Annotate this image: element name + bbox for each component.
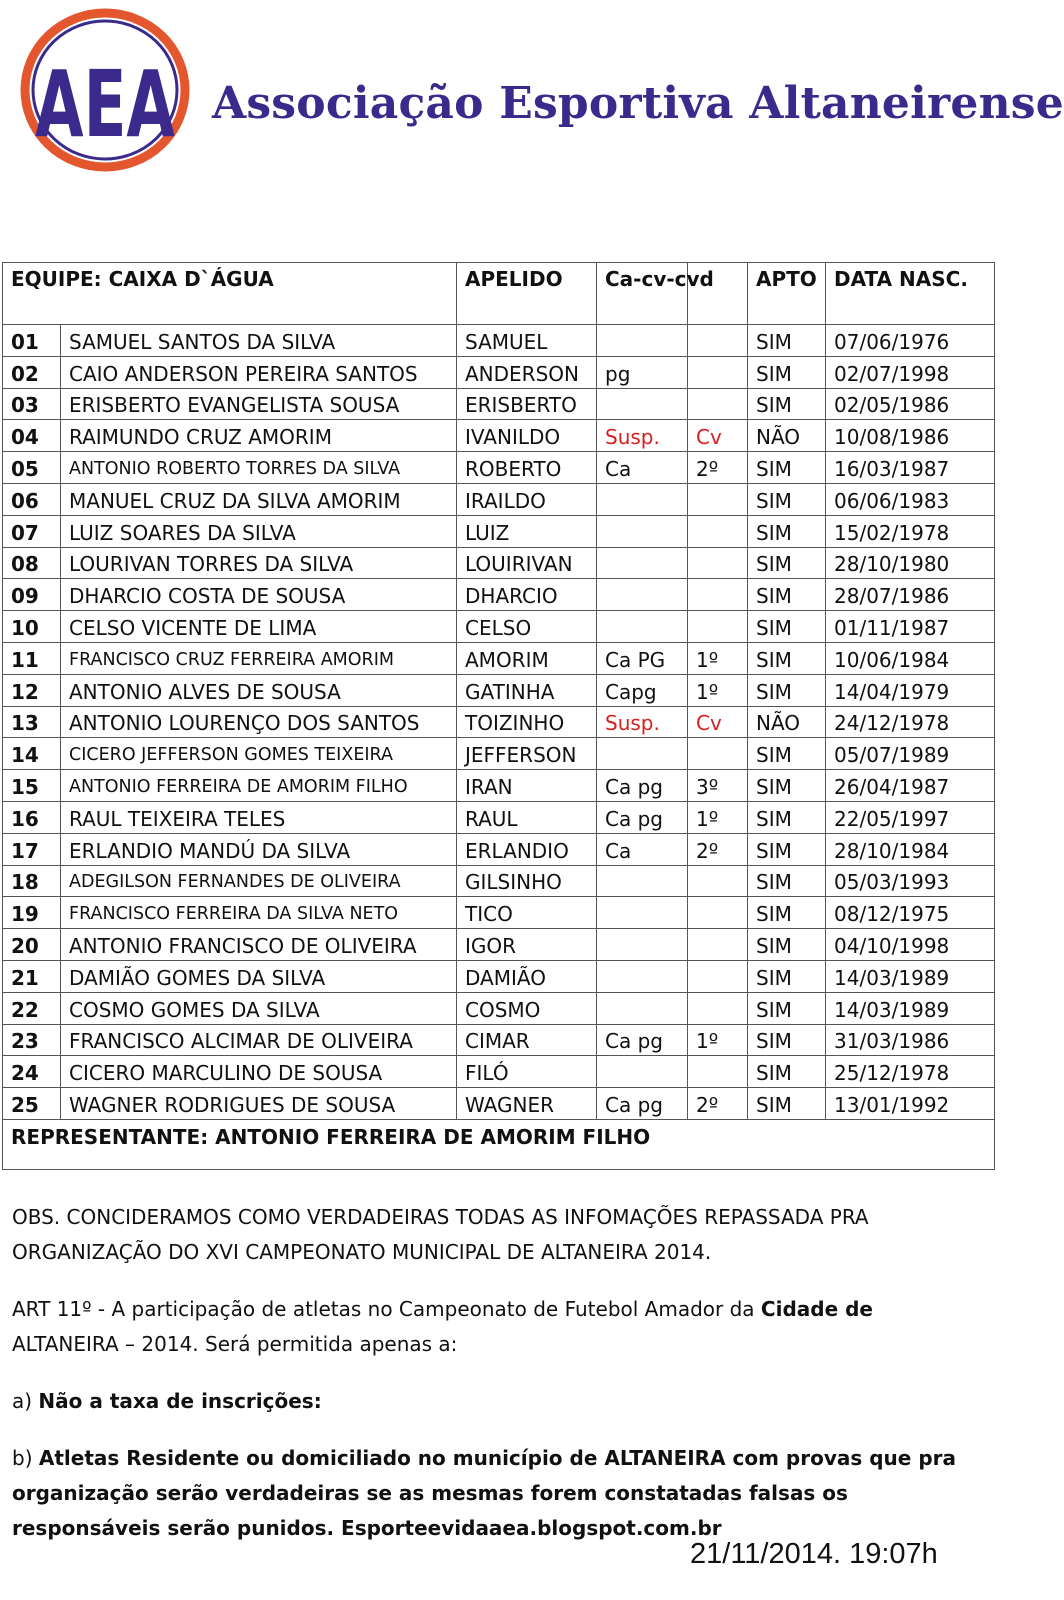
player-cards: Susp. [597,706,688,738]
player-round [688,579,748,611]
table-row [3,674,995,706]
table-row [3,1056,995,1088]
player-name: DAMIÃO GOMES DA SILVA [61,960,457,992]
player-number: 21 [3,960,61,992]
player-birth: 05/03/1993 [826,865,995,897]
player-number: 24 [3,1056,61,1088]
player-cards [597,992,688,1024]
player-cards: Susp. [597,420,688,452]
player-fit: SIM [748,325,826,357]
player-birth: 28/10/1980 [826,547,995,579]
player-fit: NÃO [748,420,826,452]
player-number: 10 [3,611,61,643]
player-name: ANTONIO LOURENÇO DOS SANTOS [61,706,457,738]
table-row [3,1088,995,1120]
player-number: 09 [3,579,61,611]
player-birth: 14/03/1989 [826,992,995,1024]
player-round: Cv [688,706,748,738]
player-nickname: TICO [457,897,597,929]
player-nickname: FILÓ [457,1056,597,1088]
nickname-header: APELIDO [457,263,597,325]
player-round: Cv [688,420,748,452]
player-nickname: DAMIÃO [457,960,597,992]
player-nickname: DHARCIO [457,579,597,611]
table-row [3,356,995,388]
player-fit: SIM [748,770,826,802]
player-birth: 26/04/1987 [826,770,995,802]
player-cards: Capg [597,674,688,706]
item-b-text: Atletas Residente ou domiciliado no município de ALTANEIRA com provas que pra organização serão verdadeiras se as mesmas forem constatadas falsas os responsáveis serão punidos. Esporteevidaaea.blogspot.com.br [12,1446,956,1540]
player-fit: SIM [748,388,826,420]
player-round [688,960,748,992]
player-round [688,515,748,547]
player-nickname: GILSINHO [457,865,597,897]
player-round: 2º [688,452,748,484]
player-round [688,483,748,515]
player-nickname: LOUIRIVAN [457,547,597,579]
player-name: LUIZ SOARES DA SILVA [61,515,457,547]
representative-row [3,1119,995,1169]
player-nickname: ROBERTO [457,452,597,484]
aea-logo [20,8,190,172]
player-birth: 14/04/1979 [826,674,995,706]
player-round [688,1056,748,1088]
item-b-label: b) [12,1446,39,1470]
player-birth: 05/07/1989 [826,738,995,770]
player-name: CICERO JEFFERSON GOMES TEIXEIRA [61,738,457,770]
player-birth: 02/07/1998 [826,356,995,388]
player-cards [597,865,688,897]
player-cards: Ca pg [597,1088,688,1120]
player-name: ERISBERTO EVANGELISTA SOUSA [61,388,457,420]
player-nickname: CELSO [457,611,597,643]
player-round [688,388,748,420]
player-number: 23 [3,1024,61,1056]
item-a-label: a) [12,1389,39,1413]
representative-name: REPRESENTANTE: ANTONIO FERREIRA DE AMORIM FILHO [3,1119,995,1169]
player-name: COSMO GOMES DA SILVA [61,992,457,1024]
player-number: 25 [3,1088,61,1120]
player-round [688,356,748,388]
player-nickname: COSMO [457,992,597,1024]
player-birth: 28/07/1986 [826,579,995,611]
player-nickname: AMORIM [457,642,597,674]
player-cards [597,738,688,770]
player-birth: 04/10/1998 [826,929,995,961]
player-fit: SIM [748,1056,826,1088]
player-fit: SIM [748,642,826,674]
table-row [3,547,995,579]
player-birth: 31/03/1986 [826,1024,995,1056]
article-text: ART 11º - A participação de atletas no Campeonato de Futebol Amador da [12,1297,761,1321]
player-number: 19 [3,897,61,929]
player-round: 2º [688,1088,748,1120]
player-cards: pg [597,356,688,388]
player-name: CICERO MARCULINO DE SOUSA [61,1056,457,1088]
player-cards [597,1056,688,1088]
player-number: 06 [3,483,61,515]
table-row [3,833,995,865]
player-nickname: IGOR [457,929,597,961]
player-name: FRANCISCO FERREIRA DA SILVA NETO [61,897,457,929]
player-name: CELSO VICENTE DE LIMA [61,611,457,643]
table-row [3,770,995,802]
player-name: ANTONIO FERREIRA DE AMORIM FILHO [61,770,457,802]
table-row [3,865,995,897]
table-row [3,388,995,420]
player-birth: 07/06/1976 [826,325,995,357]
player-name: ANTONIO ROBERTO TORRES DA SILVA [61,452,457,484]
player-name: FRANCISCO ALCIMAR DE OLIVEIRA [61,1024,457,1056]
player-cards [597,579,688,611]
player-round [688,897,748,929]
player-birth: 22/05/1997 [826,801,995,833]
obs-note: OBS. CONCIDERAMOS COMO VERDADEIRAS TODAS AS INFOMAÇÕES REPASSADA PRA ORGANIZAÇÃO DO XVI CAMPEONATO MUNICIPAL DE ALTANEIRA 2014. [12,1205,869,1264]
table-row [3,992,995,1024]
logo-letters: AEA [35,51,175,158]
date-stamp: 21/11/2014. 19:07h [690,1538,938,1570]
player-number: 16 [3,801,61,833]
player-fit: SIM [748,738,826,770]
player-nickname: ERLANDIO [457,833,597,865]
player-fit: NÃO [748,706,826,738]
player-nickname: IRAILDO [457,483,597,515]
player-birth: 10/08/1986 [826,420,995,452]
player-nickname: JEFFERSON [457,738,597,770]
table-row [3,483,995,515]
item-a-text: Não a taxa de inscrições: [38,1389,322,1413]
player-number: 15 [3,770,61,802]
regulation-notes [12,1200,982,1568]
table-row [3,642,995,674]
table-header-row [3,263,995,325]
player-round: 2º [688,833,748,865]
article-note [12,1292,982,1362]
player-fit: SIM [748,1088,826,1120]
player-number: 01 [3,325,61,357]
player-cards: Ca pg [597,770,688,802]
player-fit: SIM [748,833,826,865]
player-name: ERLANDIO MANDÚ DA SILVA [61,833,457,865]
article-bold: Cidade de [760,1297,873,1321]
player-cards [597,547,688,579]
player-fit: SIM [748,547,826,579]
player-name: ANTONIO ALVES DE SOUSA [61,674,457,706]
player-round [688,547,748,579]
player-cards [597,325,688,357]
player-fit: SIM [748,611,826,643]
player-number: 07 [3,515,61,547]
player-name: ADEGILSON FERNANDES DE OLIVEIRA [61,865,457,897]
player-nickname: ANDERSON [457,356,597,388]
table-row [3,929,995,961]
player-name: DHARCIO COSTA DE SOUSA [61,579,457,611]
player-cards [597,897,688,929]
player-number: 22 [3,992,61,1024]
player-number: 14 [3,738,61,770]
item-b [12,1441,982,1546]
player-cards [597,611,688,643]
player-number: 20 [3,929,61,961]
player-number: 03 [3,388,61,420]
table-row [3,897,995,929]
player-name: SAMUEL SANTOS DA SILVA [61,325,457,357]
player-round: 1º [688,642,748,674]
player-birth: 13/01/1992 [826,1088,995,1120]
table-row [3,801,995,833]
player-round: 3º [688,770,748,802]
table-row [3,325,995,357]
player-fit: SIM [748,483,826,515]
player-number: 05 [3,452,61,484]
player-birth: 24/12/1978 [826,706,995,738]
player-number: 13 [3,706,61,738]
player-round [688,611,748,643]
player-number: 18 [3,865,61,897]
player-name: RAUL TEIXEIRA TELES [61,801,457,833]
player-name: RAIMUNDO CRUZ AMORIM [61,420,457,452]
player-number: 08 [3,547,61,579]
roster-table [2,262,995,1170]
player-fit: SIM [748,356,826,388]
cards-header: Ca-cv-cvd [597,263,688,325]
player-birth: 16/03/1987 [826,452,995,484]
player-round [688,865,748,897]
player-nickname: IRAN [457,770,597,802]
player-name: ANTONIO FRANCISCO DE OLIVEIRA [61,929,457,961]
player-round [688,738,748,770]
player-round [688,325,748,357]
table-row [3,420,995,452]
table-row [3,738,995,770]
player-fit: SIM [748,960,826,992]
player-round [688,992,748,1024]
fit-header: APTO [748,263,826,325]
player-nickname: LUIZ [457,515,597,547]
player-nickname: WAGNER [457,1088,597,1120]
player-fit: SIM [748,992,826,1024]
player-fit: SIM [748,1024,826,1056]
player-cards: Ca [597,833,688,865]
table-row [3,706,995,738]
player-cards: Ca [597,452,688,484]
article-text-end: ALTANEIRA – 2014. Será permitida apenas a: [12,1332,458,1356]
player-birth: 28/10/1984 [826,833,995,865]
player-birth: 10/06/1984 [826,642,995,674]
table-row [3,579,995,611]
table-row [3,611,995,643]
player-nickname: IVANILDO [457,420,597,452]
player-birth: 08/12/1975 [826,897,995,929]
player-fit: SIM [748,452,826,484]
player-cards [597,483,688,515]
team-header: EQUIPE: CAIXA D`ÁGUA [3,263,457,325]
player-nickname: GATINHA [457,674,597,706]
player-number: 04 [3,420,61,452]
player-fit: SIM [748,515,826,547]
player-cards [597,960,688,992]
player-nickname: ERISBERTO [457,388,597,420]
table-row [3,452,995,484]
organization-title: Associação Esportiva Altaneirense [212,78,1064,129]
player-fit: SIM [748,897,826,929]
player-cards: Ca pg [597,1024,688,1056]
player-cards [597,388,688,420]
player-cards: Ca PG [597,642,688,674]
player-cards: Ca pg [597,801,688,833]
player-birth: 01/11/1987 [826,611,995,643]
player-name: FRANCISCO CRUZ FERREIRA AMORIM [61,642,457,674]
player-round: 1º [688,674,748,706]
player-cards [597,929,688,961]
player-birth: 25/12/1978 [826,1056,995,1088]
player-fit: SIM [748,929,826,961]
player-birth: 06/06/1983 [826,483,995,515]
player-fit: SIM [748,674,826,706]
player-number: 11 [3,642,61,674]
birth-header: DATA NASC. [826,263,995,325]
player-birth: 14/03/1989 [826,960,995,992]
player-nickname: RAUL [457,801,597,833]
player-round [688,929,748,961]
player-name: WAGNER RODRIGUES DE SOUSA [61,1088,457,1120]
player-nickname: TOIZINHO [457,706,597,738]
table-row [3,960,995,992]
player-birth: 02/05/1986 [826,388,995,420]
player-nickname: SAMUEL [457,325,597,357]
player-fit: SIM [748,865,826,897]
player-number: 17 [3,833,61,865]
player-nickname: CIMAR [457,1024,597,1056]
player-round: 1º [688,801,748,833]
player-fit: SIM [748,579,826,611]
player-name: MANUEL CRUZ DA SILVA AMORIM [61,483,457,515]
table-row [3,1024,995,1056]
player-fit: SIM [748,801,826,833]
player-number: 12 [3,674,61,706]
player-birth: 15/02/1978 [826,515,995,547]
player-name: CAIO ANDERSON PEREIRA SANTOS [61,356,457,388]
player-number: 02 [3,356,61,388]
player-round: 1º [688,1024,748,1056]
item-a [12,1384,982,1419]
player-cards [597,515,688,547]
table-row [3,515,995,547]
player-name: LOURIVAN TORRES DA SILVA [61,547,457,579]
